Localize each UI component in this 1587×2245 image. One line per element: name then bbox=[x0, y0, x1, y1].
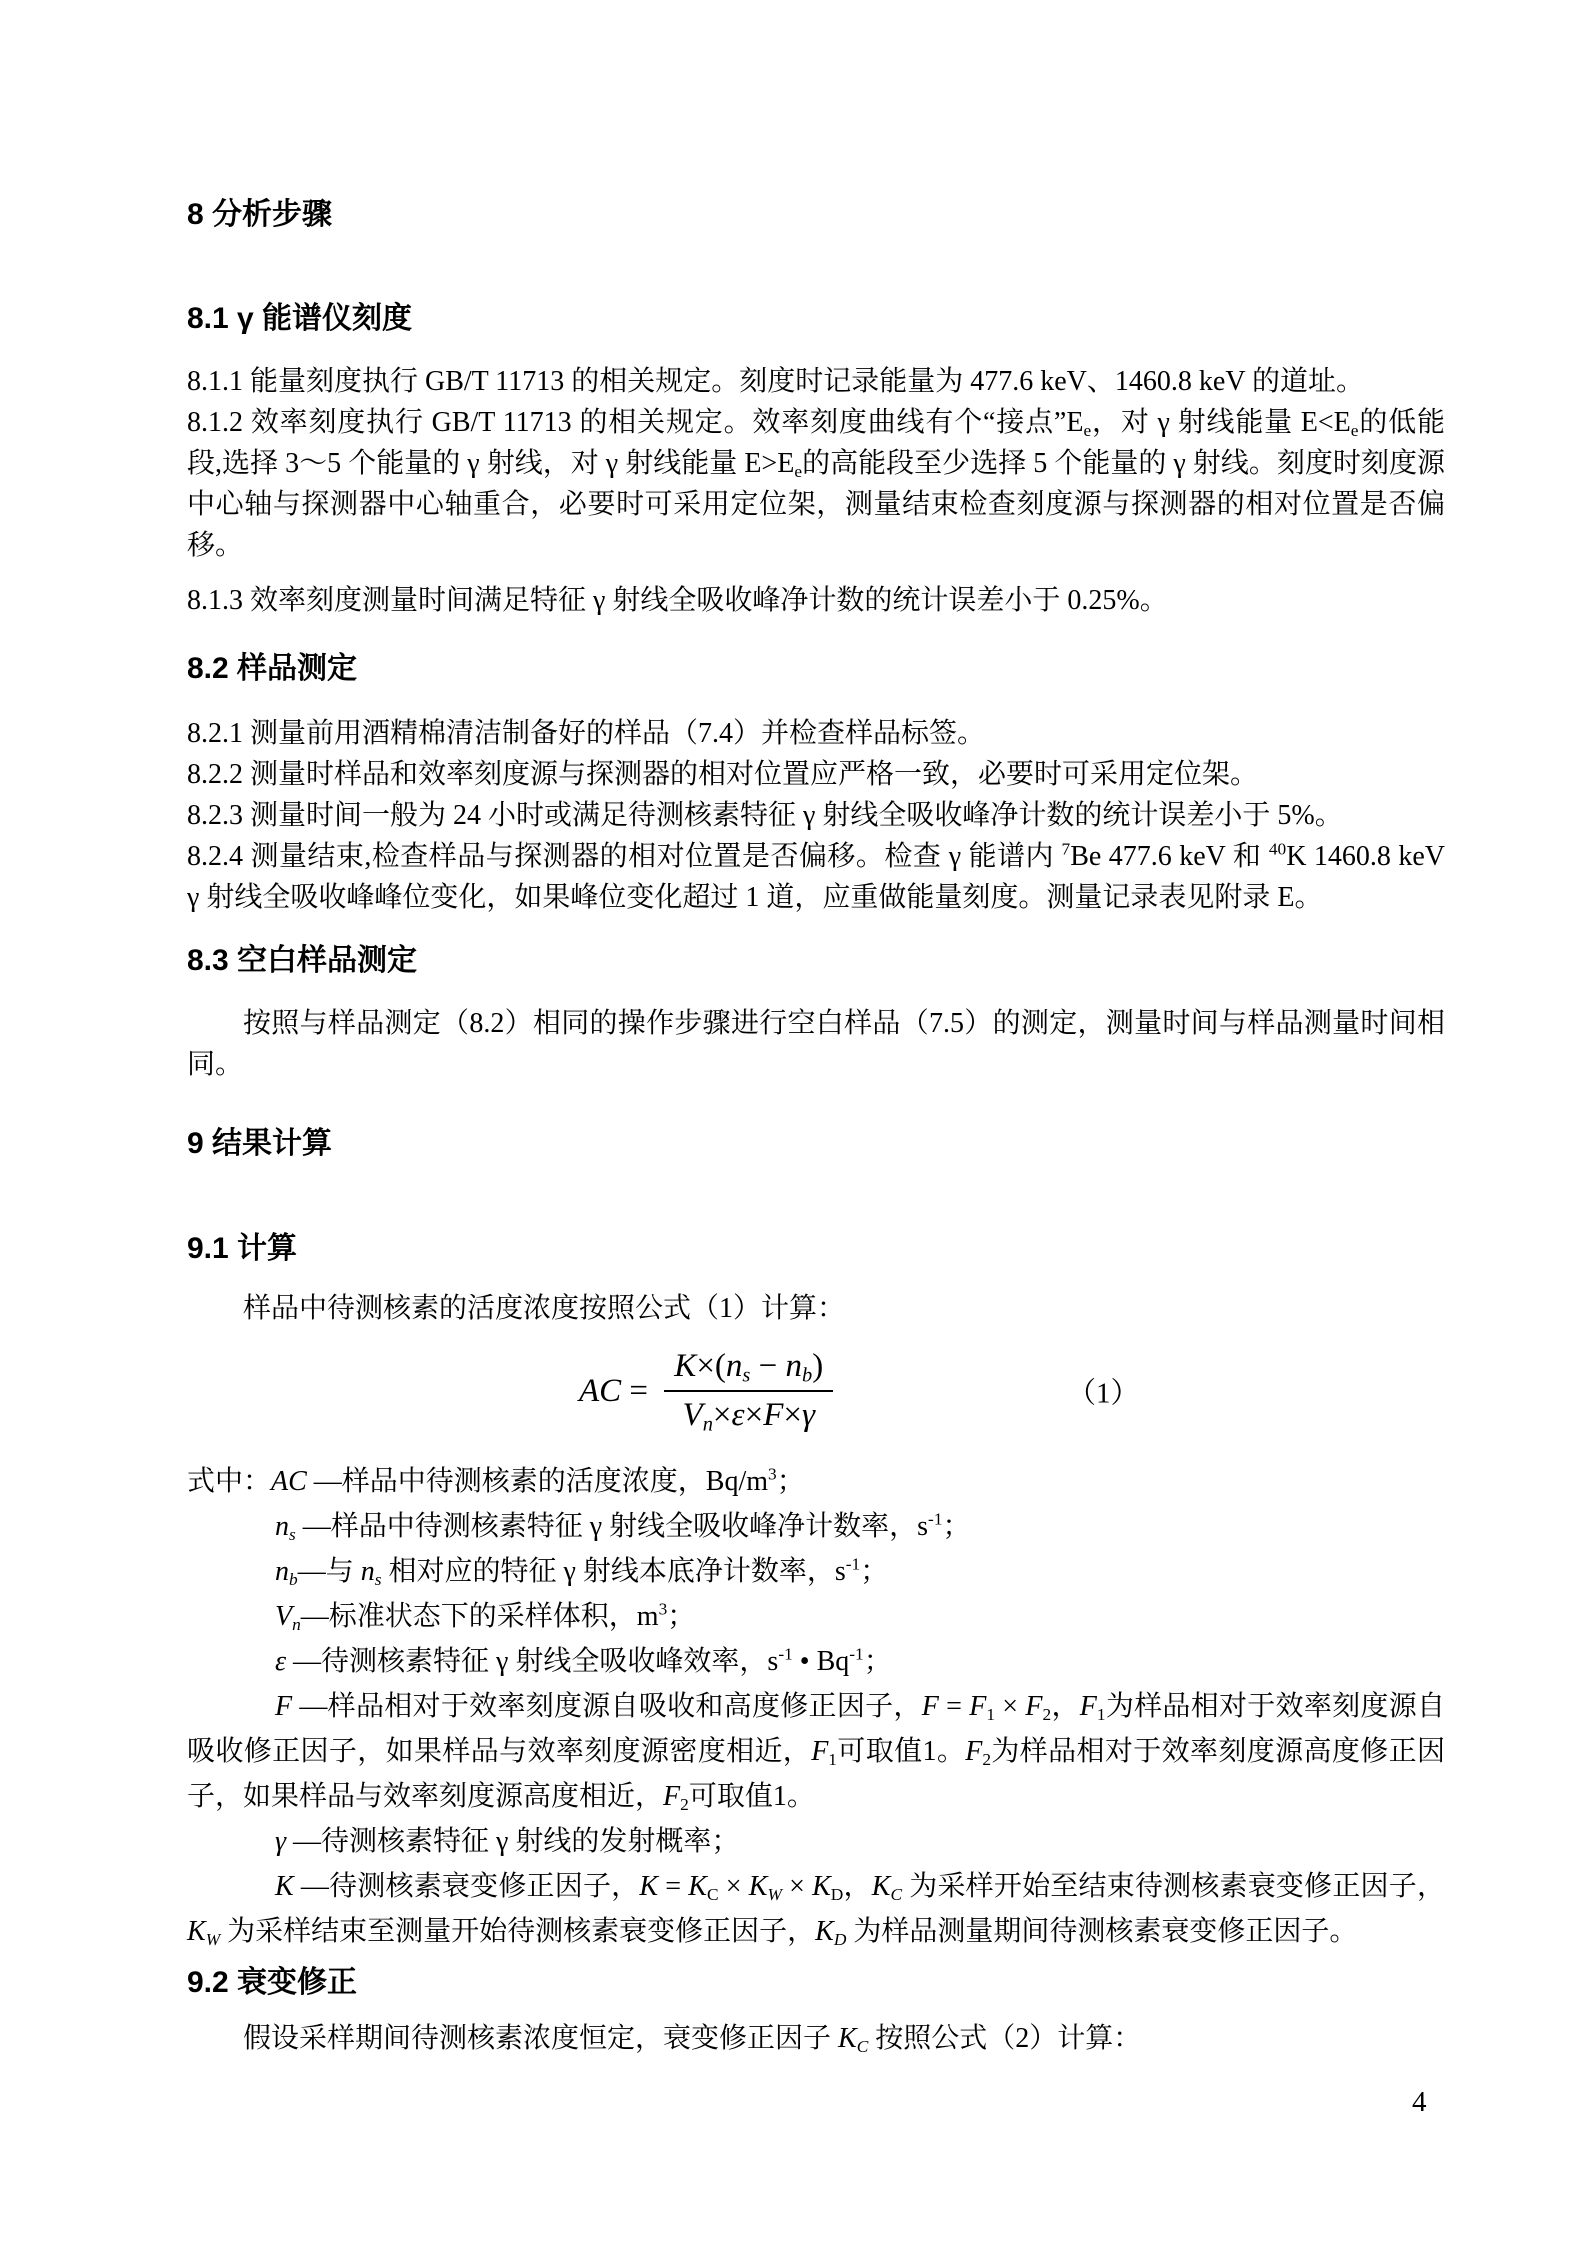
heading-section-8: 8 分析步骤 bbox=[187, 198, 333, 231]
para-8-3: 按照与样品测定（8.2）相同的操作步骤进行空白样品（7.5）的测定，测量时间与样品测量时间相同。 bbox=[187, 1008, 1445, 1080]
text-run: K bbox=[674, 1348, 697, 1384]
text-run: Be 477.6 keV 和 bbox=[1070, 841, 1269, 872]
text-run: 为样品相对于效率刻度源高度修正因子，如果样品与效率刻度源高度相近， bbox=[187, 1736, 1445, 1812]
text-run: e bbox=[794, 461, 803, 481]
text-run: = bbox=[658, 1871, 689, 1902]
equation-denominator bbox=[664, 1392, 833, 1434]
text-run: V bbox=[275, 1601, 293, 1632]
text-run: 为样品测量期间待测核素衰变修正因子。 bbox=[846, 1916, 1358, 1947]
text-run: e bbox=[1350, 420, 1359, 440]
text-run: K bbox=[187, 1916, 206, 1947]
text-run: s bbox=[289, 1524, 296, 1544]
text-run: × bbox=[995, 1691, 1026, 1722]
text-run: 可取值1。 bbox=[688, 1781, 815, 1812]
text-run: ； bbox=[863, 1646, 892, 1677]
para-9-2 bbox=[187, 2018, 1445, 2059]
text-run: F bbox=[1079, 1691, 1097, 1722]
text-run: 2 bbox=[982, 1749, 992, 1769]
text-run: − bbox=[750, 1348, 786, 1384]
heading-9-2: 9.2 衰变修正 bbox=[187, 1966, 358, 1999]
text-run: K bbox=[871, 1871, 891, 1902]
legend-f bbox=[187, 1684, 1445, 1819]
text-run: ； bbox=[667, 1601, 696, 1632]
heading-9-1: 9.1 计算 bbox=[187, 1232, 298, 1265]
text-run: 8.2.4 测量结束,检查样品与探测器的相对位置是否偏移。检查 γ 能谱内 bbox=[187, 841, 1062, 872]
text-run: 40 bbox=[1268, 839, 1287, 859]
text-run: × bbox=[744, 1397, 764, 1433]
text-run: —样品相对于效率刻度源自吸收和高度修正因子， bbox=[292, 1691, 922, 1722]
text-run: —待测核素特征 γ 射线全吸收峰效率，s bbox=[286, 1646, 779, 1677]
clause-8-2-4 bbox=[187, 836, 1445, 918]
text-run: ， bbox=[1051, 1691, 1080, 1722]
document-body bbox=[187, 194, 1445, 2059]
text-run: ) bbox=[812, 1348, 824, 1384]
text-run: W bbox=[767, 1884, 782, 1904]
text-run: K bbox=[688, 1871, 707, 1902]
text-run: × bbox=[712, 1397, 732, 1433]
text-run: 式中： bbox=[187, 1466, 272, 1497]
text-run: K bbox=[275, 1871, 294, 1902]
text-run: -1 bbox=[849, 1644, 864, 1664]
text-run: n bbox=[360, 1556, 375, 1587]
legend-nb bbox=[187, 1549, 1445, 1594]
equation-number: （1） bbox=[1067, 1377, 1140, 1410]
text-run: e bbox=[1083, 420, 1092, 440]
text-run: AC bbox=[271, 1466, 307, 1497]
legend-epsilon bbox=[187, 1639, 1445, 1684]
text-run: C bbox=[706, 1884, 719, 1904]
text-run: = bbox=[621, 1372, 657, 1409]
equation-fraction bbox=[664, 1348, 833, 1434]
text-run: 按照公式（2）计算： bbox=[868, 2023, 1142, 2054]
text-run: n bbox=[275, 1556, 289, 1587]
text-run: ； bbox=[942, 1511, 971, 1542]
text-run: ε bbox=[275, 1646, 287, 1677]
text-run: n bbox=[275, 1511, 289, 1542]
text-run: n bbox=[725, 1348, 743, 1384]
heading-8-3: 8.3 空白样品测定 bbox=[187, 944, 418, 977]
legend-k bbox=[187, 1864, 1445, 1954]
text-run: F bbox=[921, 1691, 939, 1722]
text-run: × bbox=[783, 1397, 802, 1433]
legend-ns bbox=[187, 1504, 1445, 1549]
legend-vn bbox=[187, 1594, 1445, 1639]
text-run: γ bbox=[801, 1397, 815, 1433]
text-run: D bbox=[833, 1929, 847, 1949]
equation-1 bbox=[187, 1343, 1445, 1439]
text-run: F bbox=[275, 1691, 293, 1722]
text-run: b bbox=[289, 1569, 298, 1589]
text-run: b bbox=[802, 1364, 813, 1387]
text-run: F bbox=[811, 1736, 829, 1767]
text-run: n bbox=[292, 1614, 301, 1634]
text-run: —待测核素衰变修正因子， bbox=[293, 1871, 640, 1902]
text-run: ε bbox=[731, 1397, 745, 1433]
text-run: 1 bbox=[986, 1704, 995, 1724]
text-run: ； bbox=[860, 1556, 889, 1587]
text-run: 3 bbox=[768, 1464, 777, 1484]
text-run: K bbox=[838, 2023, 857, 2054]
text-run: 相对应的特征 γ 射线本底净计数率，s bbox=[381, 1556, 846, 1587]
text-run: n bbox=[785, 1348, 803, 1384]
clause-8-2-3: 8.2.3 测量时间一般为 24 小时或满足待测核素特征 γ 射线全吸收峰净计数的统计误差小于 5%。 bbox=[187, 800, 1343, 831]
text-run: -1 bbox=[928, 1509, 943, 1529]
text-run: K 1460.8 keV γ 射线全吸收峰峰位变化，如果峰位变化超过 1 道，应重做能量刻度。测量记录表见附录 E。 bbox=[187, 841, 1446, 913]
heading-8-2: 8.2 样品测定 bbox=[187, 652, 358, 685]
text-run: —标准状态下的采样体积，m bbox=[300, 1601, 659, 1632]
text-run: ； bbox=[776, 1466, 805, 1497]
heading-8-1: 8.1 γ 能谱仪刻度 bbox=[187, 302, 413, 335]
clause-8-2-2: 8.2.2 测量时样品和效率刻度源与探测器的相对位置应严格一致，必要时可采用定位架。 bbox=[187, 759, 1259, 790]
text-run: 1 bbox=[828, 1749, 837, 1769]
text-run: 3 bbox=[658, 1599, 668, 1619]
page-number: 4 bbox=[1412, 2086, 1427, 2118]
text-run: W bbox=[205, 1929, 221, 1949]
text-run: K bbox=[815, 1916, 834, 1947]
text-run: 为采样开始至结束待测核素衰变修正因子， bbox=[902, 1871, 1445, 1902]
text-run: 2 bbox=[1042, 1704, 1052, 1724]
text-run: K bbox=[812, 1871, 831, 1902]
text-run: F bbox=[969, 1691, 987, 1722]
text-run: ，对 γ 射线能量 E<E bbox=[1091, 407, 1351, 438]
text-run: × bbox=[718, 1871, 749, 1902]
text-run: 为采样结束至测量开始待测核素衰变修正因子， bbox=[220, 1916, 816, 1947]
text-run: 为样品相对于效率刻度源自吸收修正因子，如果样品与效率刻度源密度相近， bbox=[187, 1691, 1445, 1767]
text-run: 的低能段,选择 3～5 个能量的 γ 射线，对 γ 射线能量 E>E bbox=[187, 407, 1445, 479]
text-run: s bbox=[374, 1569, 382, 1589]
text-run: C bbox=[856, 2036, 869, 2056]
text-run: —与 bbox=[297, 1556, 361, 1587]
text-run: V bbox=[682, 1397, 703, 1433]
text-run: F bbox=[1025, 1691, 1043, 1722]
text-run: 可取值1。 bbox=[836, 1736, 966, 1767]
text-run: 1 bbox=[1096, 1704, 1106, 1724]
text-run: F bbox=[965, 1736, 983, 1767]
equation-numerator bbox=[664, 1348, 833, 1392]
clause-8-1-1: 8.1.1 能量刻度执行 GB/T 11713 的相关规定。刻度时记录能量为 477.6 keV、1460.8 keV 的道址。 bbox=[187, 366, 1365, 397]
text-run: AC bbox=[579, 1372, 622, 1409]
text-run: 7 bbox=[1061, 839, 1071, 859]
text-run: —待测核素特征 γ 射线的发射概率； bbox=[286, 1826, 740, 1857]
para-9-1: 样品中待测核素的活度浓度按照公式（1）计算： bbox=[243, 1293, 846, 1324]
text-run: × bbox=[781, 1871, 813, 1902]
text-run: 假设采样期间待测核素浓度恒定，衰变修正因子 bbox=[243, 2023, 839, 2054]
text-run: -1 bbox=[778, 1644, 793, 1664]
text-run: 的高能段至少选择 5 个能量的 γ 射线。刻度时刻度源中心轴与探测器中心轴重合，必要时可采用定位架，测量结束检查刻度源与探测器的相对位置是否偏移。 bbox=[187, 448, 1445, 561]
text-run: K bbox=[639, 1871, 659, 1902]
text-run: 8.1.2 效率刻度执行 GB/T 11713 的相关规定。效率刻度曲线有个“接点”E bbox=[187, 407, 1084, 438]
text-run: F bbox=[663, 1781, 681, 1812]
legend-ac bbox=[187, 1459, 1445, 1504]
text-run: γ bbox=[275, 1826, 287, 1857]
equation-lhs bbox=[579, 1373, 656, 1410]
text-run: = bbox=[938, 1691, 970, 1722]
text-run: F bbox=[763, 1397, 784, 1433]
text-run: ×( bbox=[696, 1348, 726, 1384]
legend-gamma bbox=[187, 1819, 1445, 1864]
text-run: C bbox=[890, 1884, 903, 1904]
text-run: —样品中待测核素的活度浓度，Bq/m bbox=[306, 1466, 769, 1497]
text-run: n bbox=[702, 1413, 713, 1436]
clause-8-1-3: 8.1.3 效率刻度测量时间满足特征 γ 射线全吸收峰净计数的统计误差小于 0.25%。 bbox=[187, 585, 1168, 616]
text-run: -1 bbox=[845, 1554, 861, 1574]
text-run: 2 bbox=[680, 1794, 689, 1814]
text-run: • Bq bbox=[792, 1646, 850, 1677]
text-run: K bbox=[748, 1871, 768, 1902]
text-run: s bbox=[742, 1364, 751, 1387]
heading-section-9: 9 结果计算 bbox=[187, 1127, 333, 1160]
text-run: ， bbox=[843, 1871, 872, 1902]
clause-8-1-2 bbox=[187, 402, 1445, 566]
text-run: —样品中待测核素特征 γ 射线全吸收峰净计数率，s bbox=[295, 1511, 929, 1542]
text-run: D bbox=[830, 1884, 844, 1904]
clause-8-2-1: 8.2.1 测量前用酒精棉清洁制备好的样品（7.4）并检查样品标签。 bbox=[187, 718, 986, 749]
